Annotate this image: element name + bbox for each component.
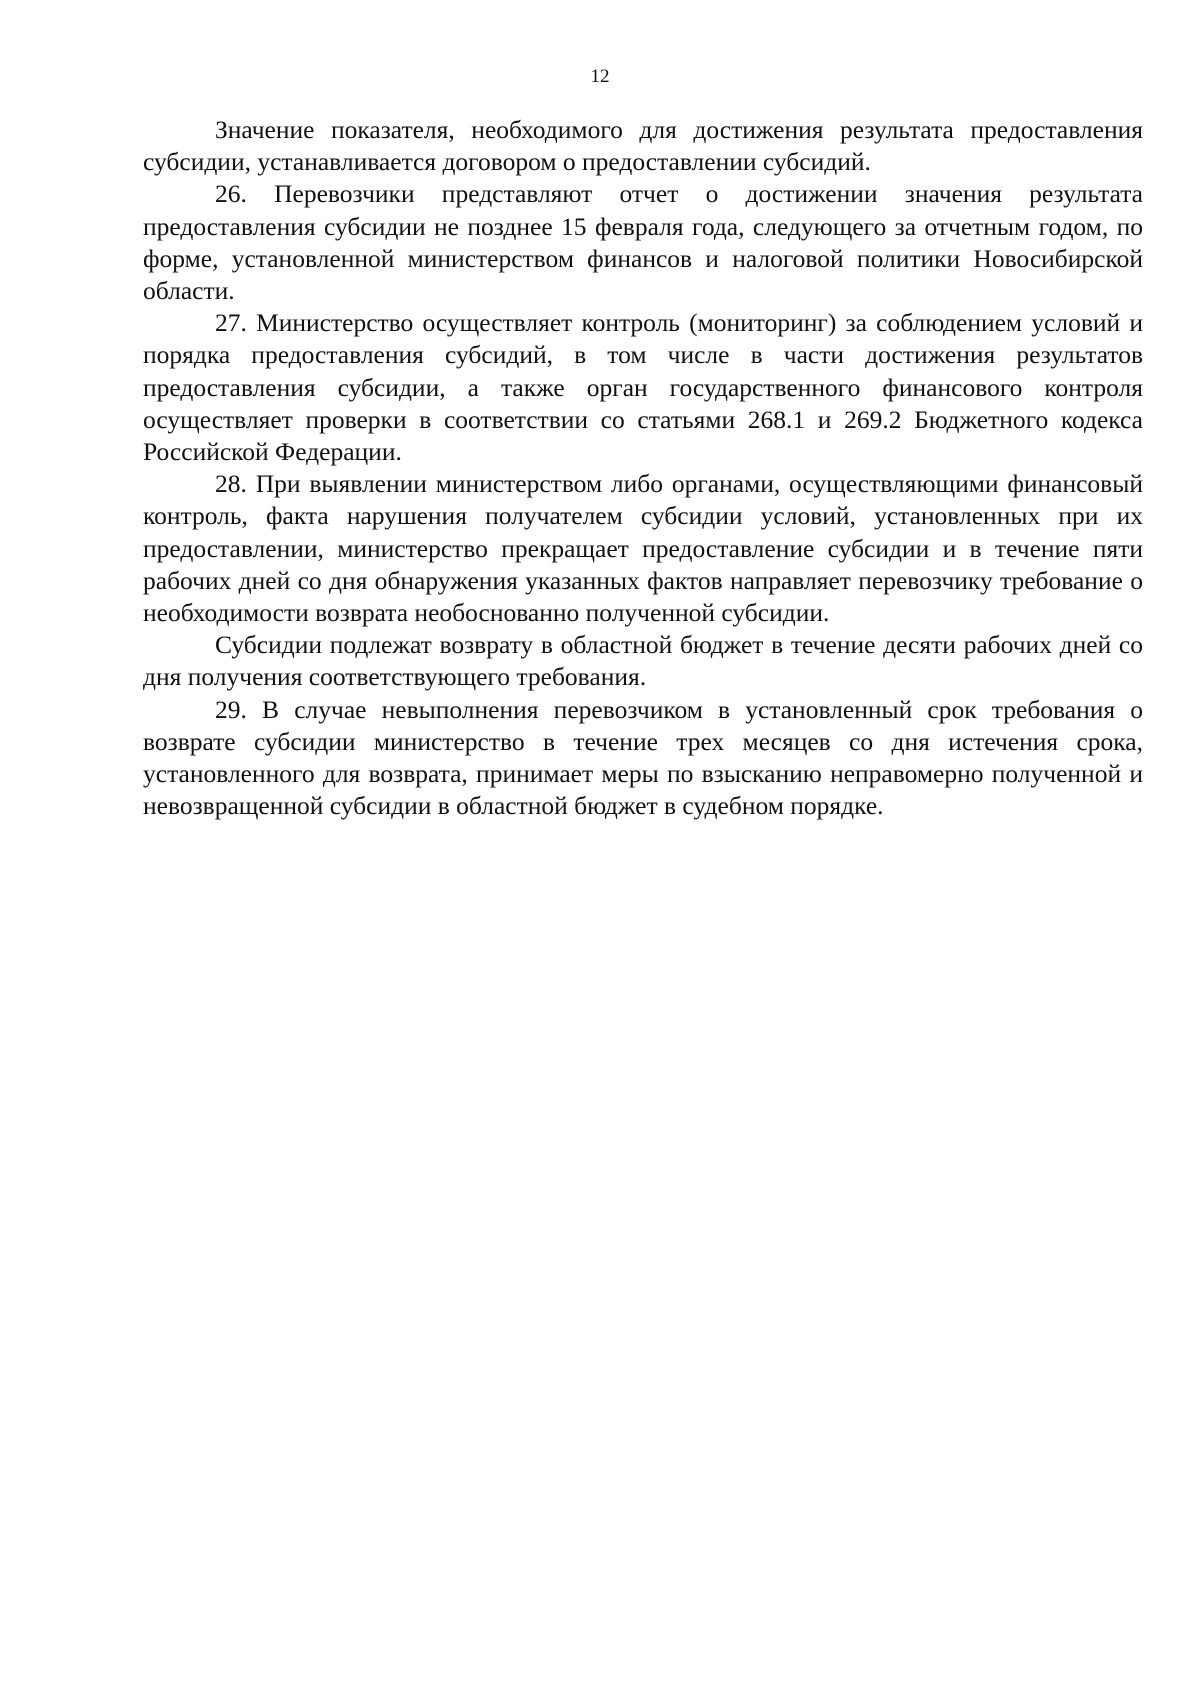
document-body	[143, 114, 1143, 822]
paragraph-indicator-value: Значение показателя, необходимого для достижения результата предоставления субсидии, устанавливается договором о предоставлении субсидий.	[143, 115, 1143, 177]
paragraph-27-control: 27. Министерство осуществляет контроль (мониторинг) за соблюдением условий и порядка предоставления субсидий, в том числе в части достижения результатов предоставления субсидии, а также орган государственного финансового контроля осуществляет проверки в соответствии со статьями 268.1 и 269.2 Бюджетного кодекса Российской Федерации.	[143, 308, 1143, 467]
paragraph-29-recovery: 29. В случае невыполнения перевозчиком в установленный срок требования о возврате субсидии министерство в течение трех месяцев со дня истечения срока, установленного для возврата, принимает меры по взысканию неправомерно полученной и невозвращенной субсидии в областной бюджет в судебном порядке.	[143, 694, 1143, 821]
page-number: 12	[590, 66, 610, 87]
paragraph-subsidy-return: Субсидии подлежат возврату в областной бюджет в течение десяти рабочих дней со дня получения соответствующего требования.	[143, 630, 1143, 692]
paragraph-28-violation: 28. При выявлении министерством либо органами, осуществляющими финансовый контроль, факта нарушения получателем субсидии условий, установленных при их предоставлении, министерство прекращает предоставление субсидии и в течение пяти рабочих дней со дня обнаружения указанных фактов направляет перевозчику требование о необходимости возврата необоснованно полученной субсидии.	[143, 469, 1143, 628]
paragraph-26-report: 26. Перевозчики представляют отчет о достижении значения результата предоставления субсидии не позднее 15 февраля года, следующего за отчетным годом, по форме, установленной министерством финансов и налоговой политики Новосибирской области.	[143, 179, 1143, 306]
